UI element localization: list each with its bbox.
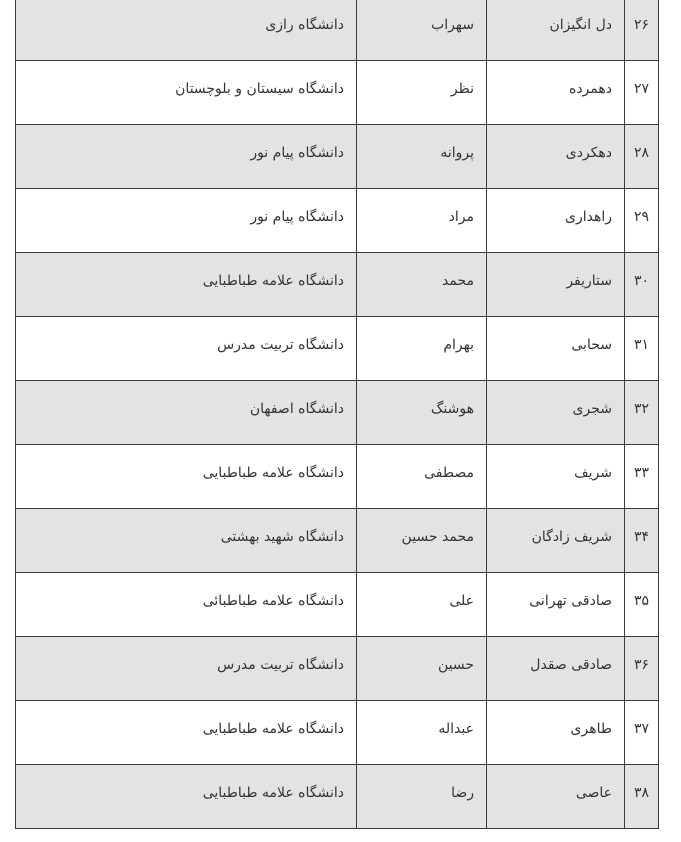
- row-number: ۳۲: [633, 401, 650, 417]
- row-number-cell: [625, 0, 659, 61]
- last-name: راهداری: [565, 209, 612, 225]
- row-number-cell: [625, 61, 659, 125]
- first-name-cell: [357, 509, 487, 573]
- first-name-cell: [357, 637, 487, 701]
- first-name-cell: [357, 573, 487, 637]
- last-name: عاصی: [575, 785, 612, 801]
- table-row: [16, 701, 659, 765]
- row-number-cell: [625, 701, 659, 765]
- table-row: [16, 509, 659, 573]
- table-row: [16, 61, 659, 125]
- row-number: ۳۳: [633, 465, 650, 481]
- row-number-cell: [625, 125, 659, 189]
- last-name: دهمرده: [568, 81, 612, 97]
- row-number-cell: [625, 573, 659, 637]
- first-name: علی: [449, 593, 474, 609]
- table-row: [16, 189, 659, 253]
- first-name: هوشنگ: [430, 401, 474, 417]
- row-number: ۲۹: [633, 209, 650, 225]
- university: دانشگاه پیام نور: [250, 145, 344, 161]
- last-name-cell: [487, 637, 625, 701]
- first-name-cell: [357, 445, 487, 509]
- first-name-cell: [357, 61, 487, 125]
- last-name-cell: [487, 125, 625, 189]
- last-name-cell: [487, 189, 625, 253]
- first-name: سهراب: [431, 17, 474, 33]
- last-name: سحابی: [571, 337, 612, 353]
- first-name: محمد حسین: [401, 529, 474, 545]
- university-cell: [16, 509, 357, 573]
- last-name: دل انگیزان: [549, 17, 612, 33]
- first-name: مصطفی: [424, 465, 474, 481]
- row-number: ۲۶: [633, 17, 650, 33]
- university-cell: [16, 701, 357, 765]
- row-number: ۳۶: [633, 657, 650, 673]
- university-cell: [16, 381, 357, 445]
- first-name-cell: [357, 0, 487, 61]
- row-number: ۳۴: [633, 529, 650, 545]
- last-name-cell: [487, 765, 625, 829]
- last-name: صادقی صقدل: [530, 657, 612, 673]
- first-name: بهرام: [443, 337, 474, 353]
- table-row: [16, 637, 659, 701]
- row-number-cell: [625, 509, 659, 573]
- last-name-cell: [487, 0, 625, 61]
- university: دانشگاه تربیت مدرس: [217, 337, 344, 353]
- row-number: ۳۷: [633, 721, 650, 737]
- first-name: محمد: [442, 273, 474, 289]
- university: دانشگاه علامه طباطبایی: [202, 721, 344, 737]
- table-row: [16, 381, 659, 445]
- table-row: [16, 0, 659, 61]
- last-name: طاهری: [570, 721, 612, 737]
- university: دانشگاه پیام نور: [250, 209, 344, 225]
- university-cell: [16, 189, 357, 253]
- university-cell: [16, 637, 357, 701]
- row-number: ۳۵: [633, 593, 650, 609]
- university: دانشگاه علامه طباطبایی: [202, 785, 344, 801]
- first-name: پروانه: [440, 145, 474, 161]
- first-name-cell: [357, 253, 487, 317]
- row-number-cell: [625, 765, 659, 829]
- university: دانشگاه رازی: [265, 17, 344, 33]
- row-number: ۲۷: [633, 81, 650, 97]
- last-name: ستاریفر: [566, 273, 612, 289]
- university-cell: [16, 573, 357, 637]
- university: دانشگاه علامه طباطبایی: [202, 273, 344, 289]
- first-name-cell: [357, 125, 487, 189]
- university-cell: [16, 445, 357, 509]
- row-number-cell: [625, 253, 659, 317]
- last-name-cell: [487, 445, 625, 509]
- table-row: [16, 125, 659, 189]
- table-row: [16, 317, 659, 381]
- last-name: شجری: [572, 401, 612, 417]
- first-name-cell: [357, 189, 487, 253]
- university: دانشگاه سیستان و بلوچستان: [175, 81, 344, 97]
- row-number-cell: [625, 317, 659, 381]
- table-row: [16, 253, 659, 317]
- university-cell: [16, 317, 357, 381]
- university-cell: [16, 253, 357, 317]
- first-name-cell: [357, 317, 487, 381]
- last-name-cell: [487, 317, 625, 381]
- university: دانشگاه اصفهان: [249, 401, 344, 417]
- last-name-cell: [487, 61, 625, 125]
- last-name-cell: [487, 253, 625, 317]
- first-name-cell: [357, 765, 487, 829]
- row-number-cell: [625, 637, 659, 701]
- last-name-cell: [487, 701, 625, 765]
- university: دانشگاه علامه طباطبائی: [202, 593, 344, 609]
- last-name: صادقی تهرانی: [529, 593, 612, 609]
- table-row: [16, 573, 659, 637]
- university-cell: [16, 0, 357, 61]
- first-name: عبداله: [438, 721, 474, 737]
- first-name: مراد: [448, 209, 474, 225]
- last-name: دهکردی: [565, 145, 612, 161]
- last-name-cell: [487, 509, 625, 573]
- first-name: رضا: [451, 785, 474, 801]
- row-number-cell: [625, 381, 659, 445]
- faculty-table: [15, 0, 659, 829]
- university-cell: [16, 765, 357, 829]
- row-number: ۲۸: [633, 145, 650, 161]
- last-name: شریف زادگان: [531, 529, 612, 545]
- last-name: شریف: [574, 465, 612, 481]
- row-number: ۳۰: [633, 273, 650, 289]
- university-cell: [16, 61, 357, 125]
- row-number: ۳۱: [633, 337, 650, 353]
- last-name-cell: [487, 573, 625, 637]
- table-row: [16, 765, 659, 829]
- university: دانشگاه تربیت مدرس: [217, 657, 344, 673]
- university: دانشگاه علامه طباطبایی: [202, 465, 344, 481]
- table-row: [16, 445, 659, 509]
- first-name-cell: [357, 381, 487, 445]
- row-number-cell: [625, 445, 659, 509]
- university: دانشگاه شهید بهشتی: [220, 529, 344, 545]
- faculty-table-body: [16, 0, 659, 829]
- university-cell: [16, 125, 357, 189]
- first-name-cell: [357, 701, 487, 765]
- last-name-cell: [487, 381, 625, 445]
- first-name: نظر: [450, 81, 474, 97]
- row-number: ۳۸: [633, 785, 650, 801]
- first-name: حسین: [437, 657, 474, 673]
- row-number-cell: [625, 189, 659, 253]
